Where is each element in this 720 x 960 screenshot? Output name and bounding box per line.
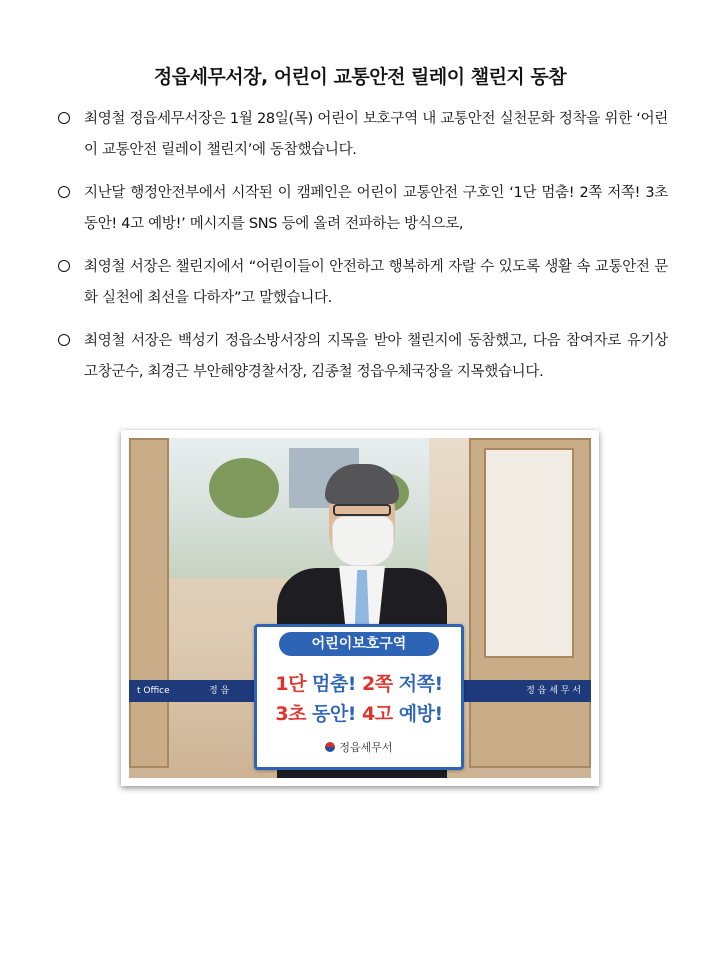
circle-bullet-icon <box>58 112 70 124</box>
tree-shape <box>209 458 279 518</box>
paragraph-text: 최영철 서장은 챌린지에서 “어린이들이 안전하고 행복하게 자랄 수 있도록 생활 속 교통안전 문화 실천에 최선을 다하자”고 말했습니다. <box>84 259 668 306</box>
sign-line-1 <box>257 669 461 696</box>
sign-number: 3초 <box>275 703 306 725</box>
challenge-photo <box>129 438 591 778</box>
sign-text: 동안! <box>305 703 363 725</box>
paragraph-text: 최영철 정읍세무서장은 1월 28일(목) 어린이 보호구역 내 교통안전 실천문화 정착을 위한 ‘어린이 교통안전 릴레이 챌린지’에 동참했습니다. <box>84 111 668 158</box>
paragraph-list <box>58 104 668 400</box>
glasses-shape <box>333 504 391 516</box>
paragraph-4 <box>58 326 668 388</box>
face-mask-shape <box>332 516 394 566</box>
photo-frame <box>121 430 599 786</box>
sign-number: 2쪽 <box>362 673 393 695</box>
sign-header: 어린이보호구역 <box>279 632 439 656</box>
wall-panel <box>129 438 169 768</box>
sign-number: 4고 <box>362 703 393 725</box>
sign-number: 1단 <box>275 673 306 695</box>
sign-text: 저쪽! <box>392 673 443 695</box>
paragraph-2 <box>58 178 668 240</box>
sign-footer-text: 정읍세무서 <box>339 741 393 754</box>
school-zone-sign <box>254 624 464 770</box>
circle-bullet-icon <box>58 334 70 346</box>
paragraph-text: 최영철 서장은 백성기 정읍소방서장의 지목을 받아 챌린지에 동참했고, 다음 참여자로 유기상 고창군수, 최경근 부안해양경찰서장, 김종철 정읍우체국장을 지목했습니다. <box>84 333 668 380</box>
hair-shape <box>325 464 399 504</box>
strip-mid-text: 정 읍 <box>209 686 230 696</box>
paragraph-text: 지난달 행정안전부에서 시작된 이 캠페인은 어린이 교통안전 구호인 ‘1단 멈춤! 2쪽 저쪽! 3초 동안! 4고 예방!’ 메시지를 SNS 등에 올려 전파하는 방식으로, <box>84 185 668 232</box>
sign-text: 멈춤! <box>305 673 363 695</box>
document-title: 정읍세무서장, 어린이 교통안전 릴레이 챌린지 동참 <box>153 66 567 88</box>
sign-footer <box>257 739 461 755</box>
government-emblem-icon <box>325 742 335 752</box>
circle-bullet-icon <box>58 186 70 198</box>
paragraph-3 <box>58 252 668 314</box>
strip-left-text: t Office <box>137 686 170 696</box>
sign-text: 예방! <box>392 703 443 725</box>
strip-right-text: 정 읍 세 무 서 <box>526 686 581 696</box>
paragraph-1 <box>58 104 668 166</box>
wall-panel <box>484 448 574 658</box>
sign-line-2 <box>257 699 461 726</box>
circle-bullet-icon <box>58 260 70 272</box>
